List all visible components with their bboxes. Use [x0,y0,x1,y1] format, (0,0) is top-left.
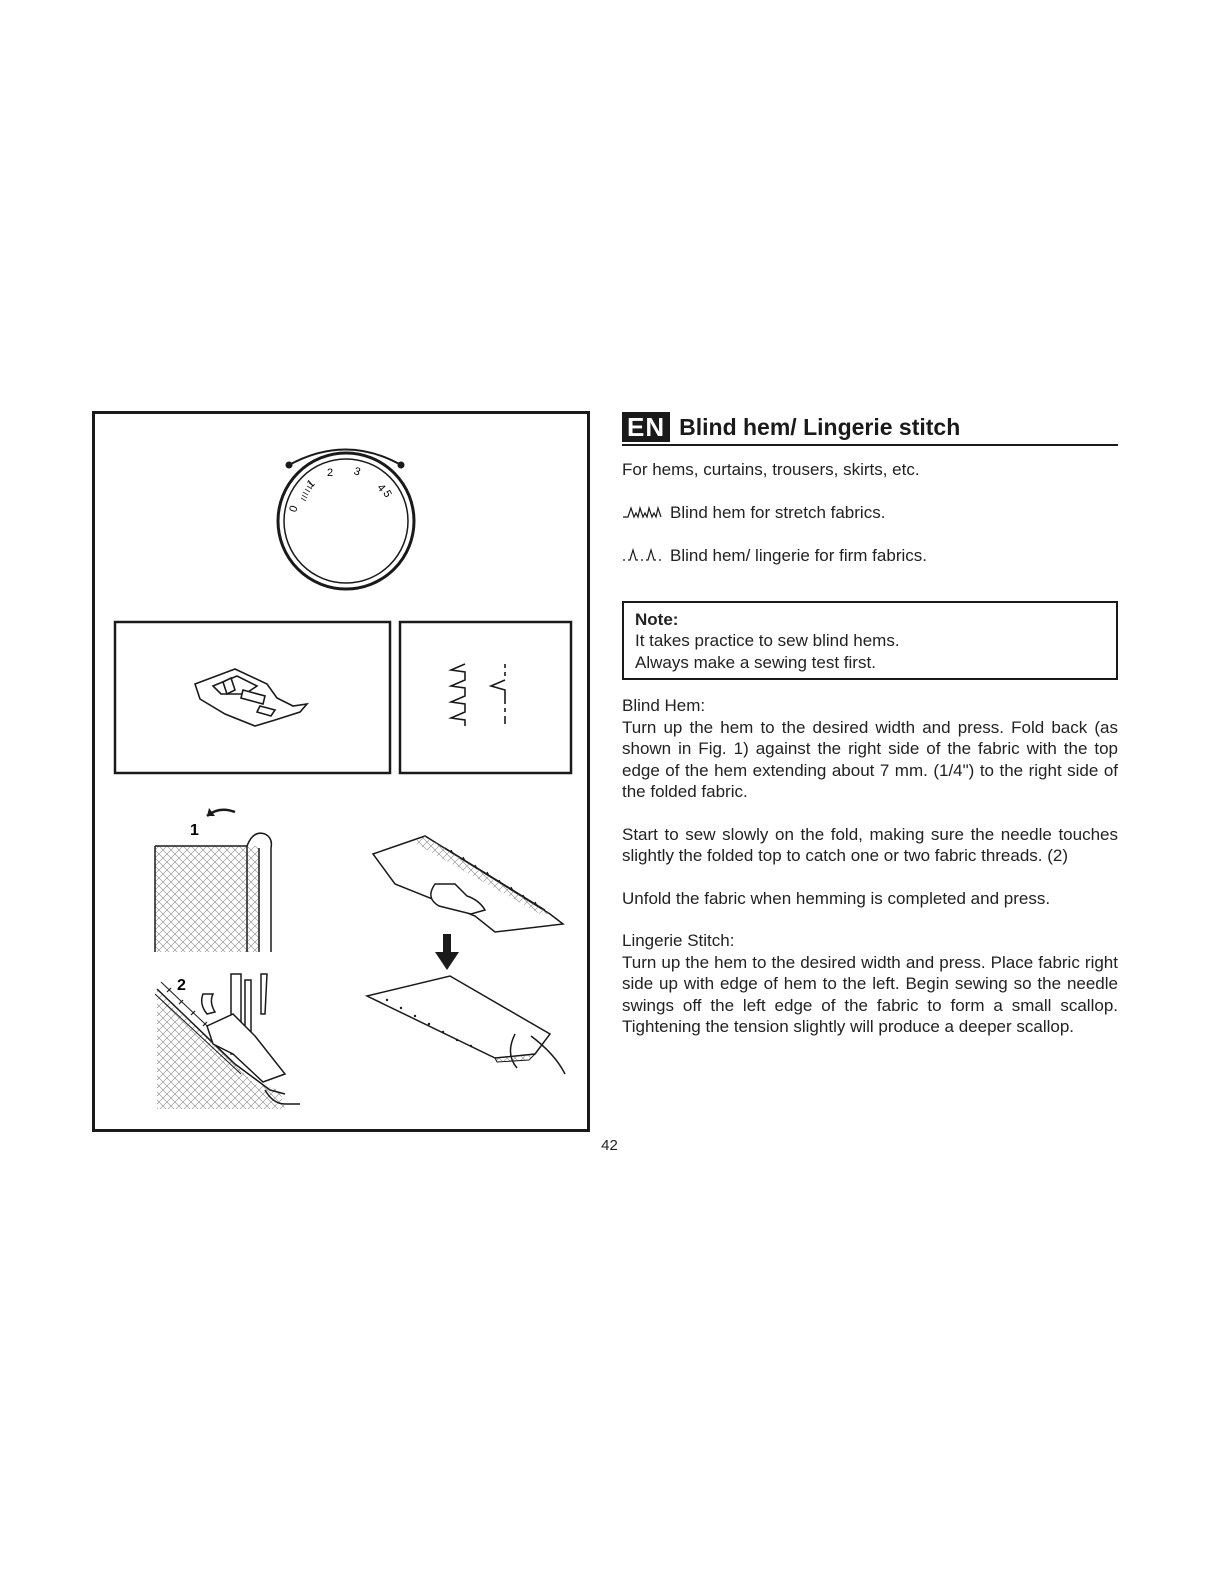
page-title: Blind hem/ Lingerie stitch [679,413,961,440]
fold-fabric-figure [373,836,563,932]
language-badge: EN [622,412,670,442]
note-line: Always make a sewing test first. [635,652,876,672]
stitch-symbols-box [400,622,571,773]
blind-hem-paragraph: Turn up the hem to the desired width and press. Fold back (as shown in Fig. 1) against the right side of the fabric with the top edge of the hem extending about 7 mm. (1/4") to the right side of the folded fabric. [622,717,1118,801]
dial-number: 4 [374,481,388,495]
blind-hem-paragraph: Unfold the fabric when hemming is completed and press. [622,888,1051,908]
stretch-stitch-symbol-icon [451,664,465,726]
intro-text: For hems, curtains, trousers, skirts, etc. [622,460,920,479]
instructions-column [622,411,1118,1038]
dial-number: 5 [380,488,394,500]
firm-stitch-symbol-icon [491,664,505,724]
dial-number: 1 [304,477,318,491]
note-line: It takes practice to sew blind hems. [635,631,900,650]
page-number: 42 [601,1137,618,1154]
lingerie-paragraph: Turn up the hem to the desired width and press. Place fabric right side up with edge of hem to the left. Begin sewing so the needle swings off the left edge of the fabric to form a small scallop. Tightening the tension slightly will produce a deeper scallop. [622,952,1118,1036]
blind-hem-firm-stitch-icon [622,548,662,562]
step-1-figure [155,808,271,952]
presser-foot-box [115,622,390,773]
lingerie-heading: Lingerie Stitch: [622,931,735,950]
dial-number: 0 [287,504,301,514]
note-title: Note: [635,609,679,629]
figure-panel [92,411,590,1132]
step-2-figure [155,974,300,1109]
blind-hem-paragraph: Start to sew slowly on the fold, making sure the needle touches slightly the folded top to catch one or two fabric threads. (2) [622,824,1118,865]
dial-number: 3 [352,465,362,479]
stitch-option-stretch [622,502,1118,523]
dial-number: 2 [327,467,334,479]
step-label: 2 [177,977,186,994]
blind-hem-heading: Blind Hem: [622,696,706,715]
note-box [622,601,1118,681]
title-row [622,411,1118,446]
illustration [95,414,587,1129]
stitch-option-label: Blind hem/ lingerie for firm fabrics. [670,545,927,565]
step-label: 1 [190,822,199,839]
presser-foot-icon [195,669,307,726]
blind-hem-stretch-stitch-icon [622,505,662,519]
stitch-option-label: Blind hem for stretch fabrics. [670,502,886,522]
unfolded-fabric-figure [367,976,565,1074]
stitch-option-firm [622,545,1118,566]
stitch-width-dial [278,450,414,590]
down-arrow-icon [435,934,459,970]
